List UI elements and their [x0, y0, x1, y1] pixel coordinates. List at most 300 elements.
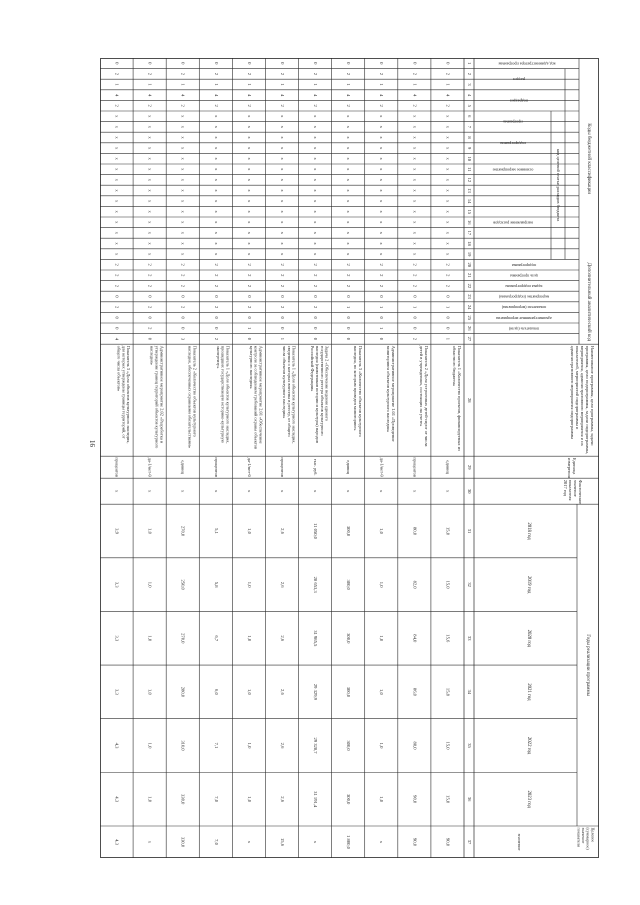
- code-cell: 2: [180, 284, 186, 288]
- code-cell: х: [313, 252, 319, 256]
- code-cell: 4: [412, 93, 418, 97]
- column-number: 21: [466, 273, 472, 278]
- code-cell: 2: [412, 263, 418, 266]
- header-dop-class: Дополнительный аналитический код: [585, 262, 591, 341]
- indicator-name: [310, 346, 330, 443]
- year-value: 3,3: [114, 689, 120, 695]
- code-cell: 2: [313, 72, 319, 76]
- code-cell: х: [114, 125, 120, 129]
- code-cell: х: [379, 189, 385, 192]
- code-cell: х: [412, 146, 418, 150]
- table-drawing: [100, 58, 599, 858]
- code-cell: 2: [147, 263, 153, 266]
- code-cell: 0: [445, 316, 451, 319]
- actual-cell: х: [180, 490, 186, 493]
- code-cell: 2: [379, 104, 385, 107]
- target-cell: 90,0: [445, 837, 451, 847]
- code-cell: х: [379, 115, 385, 118]
- code-cell: х: [445, 168, 451, 171]
- code-cell: 4: [147, 93, 153, 97]
- header-admin: код администратора программы: [498, 61, 556, 67]
- code-cell: х: [412, 178, 418, 182]
- year-value: 84,0: [412, 634, 418, 643]
- target-cell: 15,6: [279, 837, 285, 847]
- code-cell: х: [180, 189, 186, 192]
- code-cell: х: [246, 178, 252, 182]
- column-number: 18: [466, 241, 472, 246]
- code-cell: х: [346, 146, 352, 150]
- code-cell: х: [147, 242, 153, 245]
- unit-cell: процентов: [412, 457, 418, 477]
- code-cell: х: [213, 178, 219, 182]
- code-cell: 2: [147, 72, 153, 76]
- code-cell: х: [379, 157, 385, 160]
- code-cell: 2: [213, 274, 219, 277]
- code-cell: х: [445, 189, 451, 192]
- code-cell: 0: [180, 62, 186, 65]
- year-value: 5,1: [213, 528, 219, 534]
- code-cell: х: [180, 231, 186, 235]
- unit-cell: да-1/нет-0: [246, 457, 252, 477]
- code-cell: х: [114, 136, 120, 139]
- code-cell: 0: [379, 316, 385, 319]
- header-actual-line: Фактическое: [577, 479, 583, 505]
- code-cell: 0: [180, 295, 186, 298]
- column-number: 19: [466, 251, 472, 257]
- code-cell: 2: [114, 72, 120, 76]
- column-number: 1: [466, 62, 472, 65]
- column-number: 36: [466, 796, 472, 802]
- indicator-name: [386, 346, 396, 442]
- year-value: 80,0: [412, 526, 418, 536]
- code-cell: х: [346, 115, 352, 118]
- code-cell: 0: [114, 295, 120, 298]
- code-cell: х: [412, 115, 418, 118]
- year-value: 2,6: [279, 635, 285, 642]
- year-value: 1,0: [246, 742, 252, 749]
- year-value: 15,0: [445, 795, 451, 804]
- year-value: 1,0: [379, 689, 385, 695]
- code-cell: 0: [346, 295, 352, 298]
- code-cell: х: [313, 199, 319, 203]
- code-cell: 2: [246, 104, 252, 107]
- column-number: 14: [466, 198, 472, 204]
- year-value: 5,8: [213, 581, 219, 588]
- code-cell: х: [246, 199, 252, 203]
- code-cell: 1: [279, 83, 285, 86]
- code-cell: 2: [445, 284, 451, 288]
- code-cell: 1: [445, 337, 451, 341]
- code-cell: х: [180, 136, 186, 139]
- code-cell: х: [346, 136, 352, 139]
- code-cell: х: [114, 189, 120, 192]
- code-cell: х: [346, 168, 352, 171]
- code-cell: х: [445, 136, 451, 139]
- code-cell: 0: [279, 327, 285, 330]
- indicator-name-line: Административное мероприятие 2.01 «Обеспечение: [258, 345, 264, 444]
- indicator-name-line: экспертизу»: [215, 345, 221, 369]
- year-value: 1,0: [147, 528, 153, 534]
- indicator-name-line: наследия»: [149, 345, 155, 365]
- code-cell: х: [279, 242, 285, 245]
- header-kbk-expense: код целевой статьи расходов бюджета: [555, 148, 561, 222]
- indicator-name: [116, 346, 131, 444]
- code-cell: х: [213, 199, 219, 203]
- code-cell: 2: [412, 104, 418, 107]
- header-podrazdel: подраздел: [510, 98, 528, 104]
- header-actual-line: значение: [573, 479, 579, 497]
- target-cell: х: [147, 840, 153, 844]
- code-cell: х: [346, 242, 352, 245]
- code-cell: х: [246, 136, 252, 139]
- actual-cell: х: [246, 490, 252, 493]
- code-cell: 2: [279, 274, 285, 277]
- code-cell: х: [213, 146, 219, 150]
- code-cell: 1: [379, 305, 385, 309]
- code-cell: х: [180, 242, 186, 245]
- code-cell: х: [313, 157, 319, 160]
- indicator-name-line: Показатель 2 «Количество объектов культурного: [192, 345, 198, 437]
- code-cell: х: [213, 157, 219, 160]
- column-number: 9: [466, 146, 472, 150]
- code-cell: 2: [445, 274, 451, 277]
- code-cell: 2: [246, 274, 252, 277]
- code-cell: х: [279, 210, 285, 213]
- indicator-name-line: прошедших государственную историко-культурную: [220, 345, 226, 443]
- header-dop-col: задача подпрограммы: [505, 283, 543, 289]
- code-cell: 2: [379, 72, 385, 76]
- code-cell: 4: [114, 337, 120, 341]
- code-cell: 1: [313, 83, 319, 86]
- code-cell: х: [147, 189, 153, 192]
- code-cell: 4: [313, 93, 319, 97]
- actual-cell: х: [445, 490, 451, 493]
- code-cell: 2: [147, 274, 153, 277]
- code-cell: 2: [346, 72, 352, 76]
- header-year: 2021 год: [525, 683, 531, 701]
- column-number: 31: [466, 528, 472, 534]
- code-cell: х: [313, 189, 319, 192]
- indicator-name: [418, 346, 429, 447]
- indicator-name: [150, 346, 165, 449]
- column-number: 17: [466, 230, 472, 236]
- code-cell: 2: [180, 305, 186, 309]
- year-value: 2,6: [279, 742, 285, 749]
- indicator-name-line: сведения о которых внесены в реестр, от общего: [286, 345, 292, 437]
- indicator-name-line: государственного реестра объектов культурного: [319, 345, 325, 436]
- code-cell: х: [346, 210, 352, 213]
- column-number: 23: [466, 294, 472, 299]
- code-cell: х: [246, 146, 252, 150]
- header-target-sub: значение: [516, 833, 522, 851]
- code-cell: 2: [114, 305, 120, 309]
- code-cell: 2: [379, 263, 385, 266]
- actual-cell: х: [114, 490, 120, 493]
- code-cell: 0: [379, 295, 385, 298]
- code-cell: 2: [279, 305, 285, 309]
- header-goal-name: [570, 346, 595, 454]
- code-cell: х: [246, 115, 252, 118]
- code-cell: х: [147, 252, 153, 256]
- code-cell: х: [279, 115, 285, 118]
- code-cell: 1: [279, 337, 285, 341]
- code-cell: х: [114, 242, 120, 245]
- code-cell: х: [445, 125, 451, 129]
- code-cell: х: [114, 157, 120, 160]
- code-cell: х: [246, 189, 252, 192]
- year-value: 31 985,5: [313, 630, 319, 647]
- code-cell: х: [313, 221, 319, 224]
- year-value: 1,0: [246, 689, 252, 695]
- code-cell: 2: [379, 274, 385, 277]
- code-cell: 2: [180, 274, 186, 277]
- code-cell: х: [180, 168, 186, 171]
- code-cell: х: [313, 168, 319, 171]
- header-dop-col: показатели (мероприятия): [501, 305, 547, 311]
- header-dop-col: мероприятие (подпрограмма): [498, 294, 550, 300]
- code-cell: 2: [180, 263, 186, 266]
- code-cell: 2: [346, 274, 352, 277]
- target-cell: 4,3: [114, 839, 120, 845]
- actual-cell: х: [147, 490, 153, 493]
- column-number: 37: [466, 839, 472, 845]
- code-cell: х: [279, 199, 285, 203]
- year-value: 300,0: [346, 633, 352, 644]
- code-cell: 2: [246, 263, 252, 266]
- year-value: 1,0: [147, 742, 153, 749]
- code-cell: 0: [147, 62, 153, 65]
- code-cell: х: [445, 157, 451, 160]
- code-cell: 0: [313, 316, 319, 319]
- year-value: 15,0: [445, 526, 451, 536]
- unit-cell: единиц: [445, 460, 451, 474]
- code-cell: х: [279, 231, 285, 235]
- code-cell: 0: [213, 62, 219, 65]
- column-number: 15: [466, 209, 472, 214]
- target-cell: 7,0: [213, 839, 219, 845]
- code-cell: 1: [412, 83, 418, 86]
- indicator-name-line: Показатель 1 «Доля объектов культурного наследия,: [225, 345, 231, 444]
- code-cell: 2: [213, 72, 219, 76]
- header-napravlenie: направление расходов: [493, 220, 533, 226]
- code-cell: х: [313, 125, 319, 129]
- code-cell: х: [147, 178, 153, 182]
- year-value: 1,0: [246, 796, 252, 803]
- target-cell: 90,0: [412, 837, 418, 847]
- code-cell: х: [412, 221, 418, 224]
- year-value: 1,0: [147, 689, 153, 695]
- code-cell: 0: [445, 295, 451, 298]
- year-value: 2,6: [279, 581, 285, 588]
- code-cell: х: [279, 157, 285, 160]
- code-cell: х: [114, 252, 120, 256]
- code-cell: х: [114, 210, 120, 213]
- code-cell: х: [412, 157, 418, 160]
- indicator-name: [452, 346, 462, 451]
- year-value: 90,0: [412, 795, 418, 804]
- code-cell: х: [147, 157, 153, 160]
- year-value: 1,0: [246, 635, 252, 642]
- indicator-name-line: Показатель 3 «Доля объектов культурного наследия,: [126, 345, 132, 444]
- year-value: 88,0: [412, 741, 418, 750]
- unit-cell: процентов: [114, 457, 120, 477]
- year-value: 28 653,3: [313, 576, 319, 593]
- code-cell: 3: [180, 337, 186, 341]
- code-cell: х: [246, 252, 252, 256]
- column-number: 10: [466, 156, 472, 161]
- indicator-name-line: наследия (памятников истории и культуры) народов: [315, 345, 321, 443]
- header-year: 2020 год: [525, 629, 531, 647]
- code-cell: 2: [279, 263, 285, 266]
- code-cell: 2: [246, 72, 252, 76]
- actual-cell: х: [412, 490, 418, 493]
- year-value: 3,9: [114, 528, 120, 534]
- code-cell: х: [379, 136, 385, 139]
- actual-cell: х: [279, 490, 285, 493]
- code-cell: 2: [114, 104, 120, 107]
- code-cell: 2: [180, 72, 186, 76]
- code-cell: 1: [412, 305, 418, 309]
- code-cell: 2: [412, 274, 418, 277]
- code-cell: 0: [114, 327, 120, 330]
- year-value: 1,0: [246, 528, 252, 534]
- code-cell: х: [379, 146, 385, 150]
- year-value: 2,6: [279, 796, 285, 803]
- code-cell: 1: [147, 83, 153, 86]
- code-cell: х: [180, 221, 186, 224]
- code-cell: х: [213, 221, 219, 224]
- code-cell: 2: [346, 104, 352, 107]
- code-cell: х: [114, 168, 120, 171]
- code-cell: 4: [213, 93, 219, 97]
- header-target-line: показателя: [576, 827, 582, 847]
- year-value: 250,0: [180, 579, 186, 590]
- indicator-name-line: для которых утверждены границы территорий, от: [121, 345, 127, 439]
- code-cell: 2: [213, 284, 219, 288]
- code-cell: х: [279, 252, 285, 256]
- code-cell: х: [213, 136, 219, 139]
- code-cell: х: [246, 231, 252, 235]
- indicator-name: [249, 346, 264, 449]
- year-value: 15,8: [445, 687, 451, 696]
- year-value: 1,0: [379, 635, 385, 642]
- header-year: 2023 год: [525, 790, 531, 808]
- indicator-name-line: утверждение границ территорий объектов культурного: [154, 345, 160, 449]
- year-value: 1,0: [379, 528, 385, 534]
- code-cell: х: [313, 178, 319, 182]
- code-cell: х: [180, 210, 186, 213]
- code-cell: 2: [213, 337, 219, 341]
- indicator-name-line: Административное мероприятие 1.01 «Проведение: [390, 345, 396, 442]
- code-cell: 2: [279, 104, 285, 107]
- code-cell: 2: [346, 263, 352, 266]
- code-cell: 0: [114, 316, 120, 319]
- code-cell: х: [279, 178, 285, 182]
- target-cell: х: [246, 840, 252, 844]
- year-value: 300,0: [346, 525, 352, 537]
- code-cell: 0: [313, 337, 319, 341]
- code-cell: х: [379, 168, 385, 171]
- year-value: 270,0: [180, 525, 186, 537]
- column-number: 26: [466, 326, 472, 331]
- code-cell: 0: [346, 337, 352, 341]
- code-cell: х: [147, 231, 153, 235]
- column-number: 24: [466, 304, 472, 310]
- code-cell: 0: [213, 295, 219, 298]
- indicator-name-line: наследия, обеспеченных охранными обязательствами»: [187, 345, 193, 448]
- year-value: 6,0: [213, 689, 219, 695]
- indicator-name: [216, 346, 231, 444]
- year-value: 1,0: [147, 796, 153, 803]
- year-value: 7,0: [213, 796, 219, 803]
- code-cell: х: [114, 115, 120, 118]
- code-cell: х: [445, 231, 451, 235]
- header-goal-name-line: программы, цели подпрограммы, задачи подпрограммы,: [585, 345, 591, 454]
- header-osn-meropr: основное мероприятие: [492, 167, 534, 173]
- header-unit-line: измерения: [567, 457, 573, 478]
- code-cell: х: [213, 125, 219, 129]
- column-number: 32: [466, 582, 472, 587]
- code-cell: х: [180, 125, 186, 129]
- code-cell: 0: [313, 295, 319, 298]
- code-cell: х: [346, 231, 352, 235]
- code-cell: х: [213, 210, 219, 213]
- code-cell: х: [279, 146, 285, 150]
- code-cell: 0: [313, 62, 319, 65]
- code-cell: 2: [114, 274, 120, 277]
- code-cell: 0: [346, 316, 352, 319]
- actual-cell: х: [346, 490, 352, 493]
- year-value: 2,6: [279, 689, 285, 695]
- indicator-name: [282, 346, 297, 444]
- page-number: 16: [88, 440, 96, 447]
- code-cell: 2: [379, 284, 385, 288]
- code-cell: 2: [114, 284, 120, 288]
- year-value: 1,0: [379, 581, 385, 588]
- indicator-name-line: Показатель 3 «Количество объектов культурного: [357, 345, 363, 437]
- column-number: 3: [466, 83, 472, 86]
- header-goal-name-line: мероприятия, административного мероприятия и их: [580, 345, 586, 446]
- indicator-name-line: общего числа объектов»: [116, 345, 122, 392]
- code-cell: х: [147, 168, 153, 171]
- code-cell: 2: [313, 274, 319, 277]
- code-cell: 1: [346, 83, 352, 86]
- code-cell: х: [445, 242, 451, 245]
- code-cell: 0: [445, 327, 451, 330]
- column-number: 11: [466, 167, 472, 172]
- column-number: 4: [466, 93, 472, 97]
- column-number: 20: [466, 262, 472, 267]
- column-number: 28: [466, 397, 472, 403]
- code-cell: х: [213, 168, 219, 171]
- column-number: 13: [466, 188, 472, 193]
- year-value: 1,0: [147, 635, 153, 642]
- code-cell: 4: [114, 93, 120, 97]
- target-cell: 1 800,0: [346, 835, 352, 849]
- column-number: 27: [466, 336, 472, 342]
- year-value: 31 191,4: [313, 791, 319, 808]
- header-target-line: Целевое: [590, 827, 596, 843]
- code-cell: х: [379, 221, 385, 224]
- code-cell: 0: [379, 337, 385, 341]
- year-value: 330,0: [180, 794, 186, 805]
- code-cell: х: [114, 199, 120, 203]
- code-cell: 2: [246, 305, 252, 309]
- code-cell: х: [379, 252, 385, 256]
- year-value: 1,0: [379, 742, 385, 749]
- header-unit-line: Единица: [571, 457, 577, 475]
- year-value: 15,0: [445, 741, 451, 750]
